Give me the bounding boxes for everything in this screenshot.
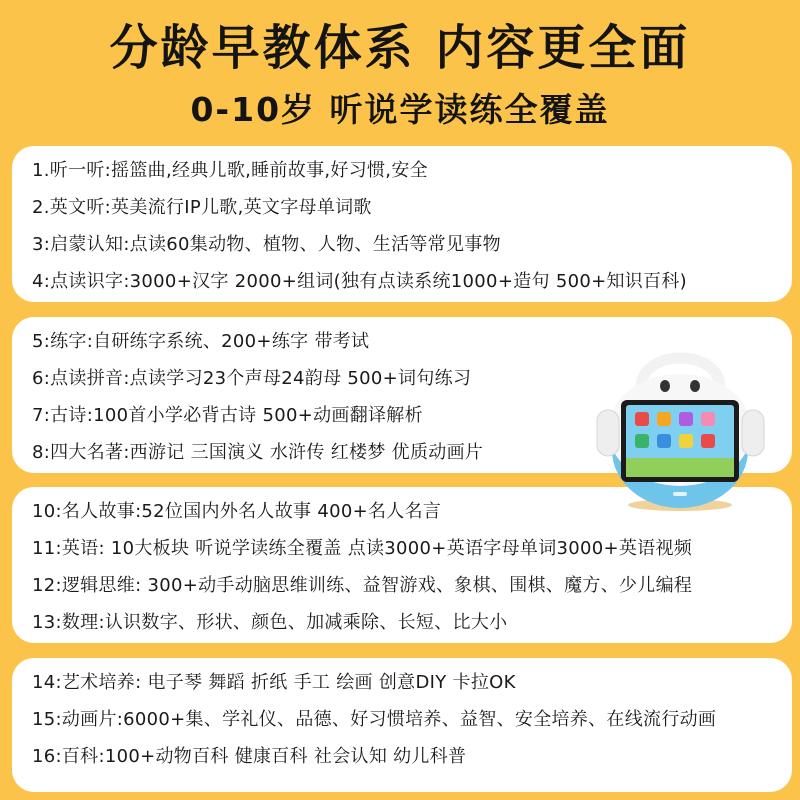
page-subtitle: 0-10岁 听说学读练全覆盖 — [190, 90, 610, 129]
page-title: 分龄早教体系 内容更全面 — [109, 20, 691, 76]
feature-item: 11:英语: 10大板块 听说学读练全覆盖 点读3000+英语字母单词3000+英语视频 — [32, 538, 693, 559]
feature-item: 10:名人故事:52位国内外名人故事 400+名人名言 — [32, 501, 442, 522]
feature-item: 12:逻辑思维: 300+动手动脑思维训练、益智游戏、象棋、围棋、魔方、少儿编程 — [32, 575, 693, 596]
feature-item: 3:启蒙认知:点读60集动物、植物、人物、生活等常见事物 — [32, 234, 501, 255]
feature-item: 16:百科:100+动物百科 健康百科 社会认知 幼儿科普 — [32, 746, 467, 767]
feature-item: 5:练字:自研练字系统、200+练字 带考试 — [32, 331, 370, 352]
feature-card-4 — [12, 658, 792, 792]
robot-learning-device-icon — [593, 340, 768, 512]
feature-card-1 — [12, 146, 792, 302]
feature-item: 1.听一听:摇篮曲,经典儿歌,睡前故事,好习惯,安全 — [32, 160, 428, 181]
feature-item: 14:艺术培养: 电子琴 舞蹈 折纸 手工 绘画 创意DIY 卡拉OK — [32, 672, 516, 693]
feature-item: 6:点读拼音:点读学习23个声母24韵母 500+词句练习 — [32, 368, 472, 389]
feature-item: 7:古诗:100首小学必背古诗 500+动画翻译解析 — [32, 405, 423, 426]
feature-item: 4:点读识字:3000+汉字 2000+组词(独有点读系统1000+造句 500+知识百科) — [32, 271, 687, 292]
feature-item: 13:数理:认识数字、形状、颜色、加减乘除、长短、比大小 — [32, 612, 508, 633]
feature-item: 15:动画片:6000+集、学礼仪、品德、好习惯培养、益智、安全培养、在线流行动画 — [32, 709, 717, 730]
feature-item: 2.英文听:英美流行IP儿歌,英文字母单词歌 — [32, 197, 372, 218]
feature-item: 8:四大名著:西游记 三国演义 水浒传 红楼梦 优质动画片 — [32, 442, 484, 463]
